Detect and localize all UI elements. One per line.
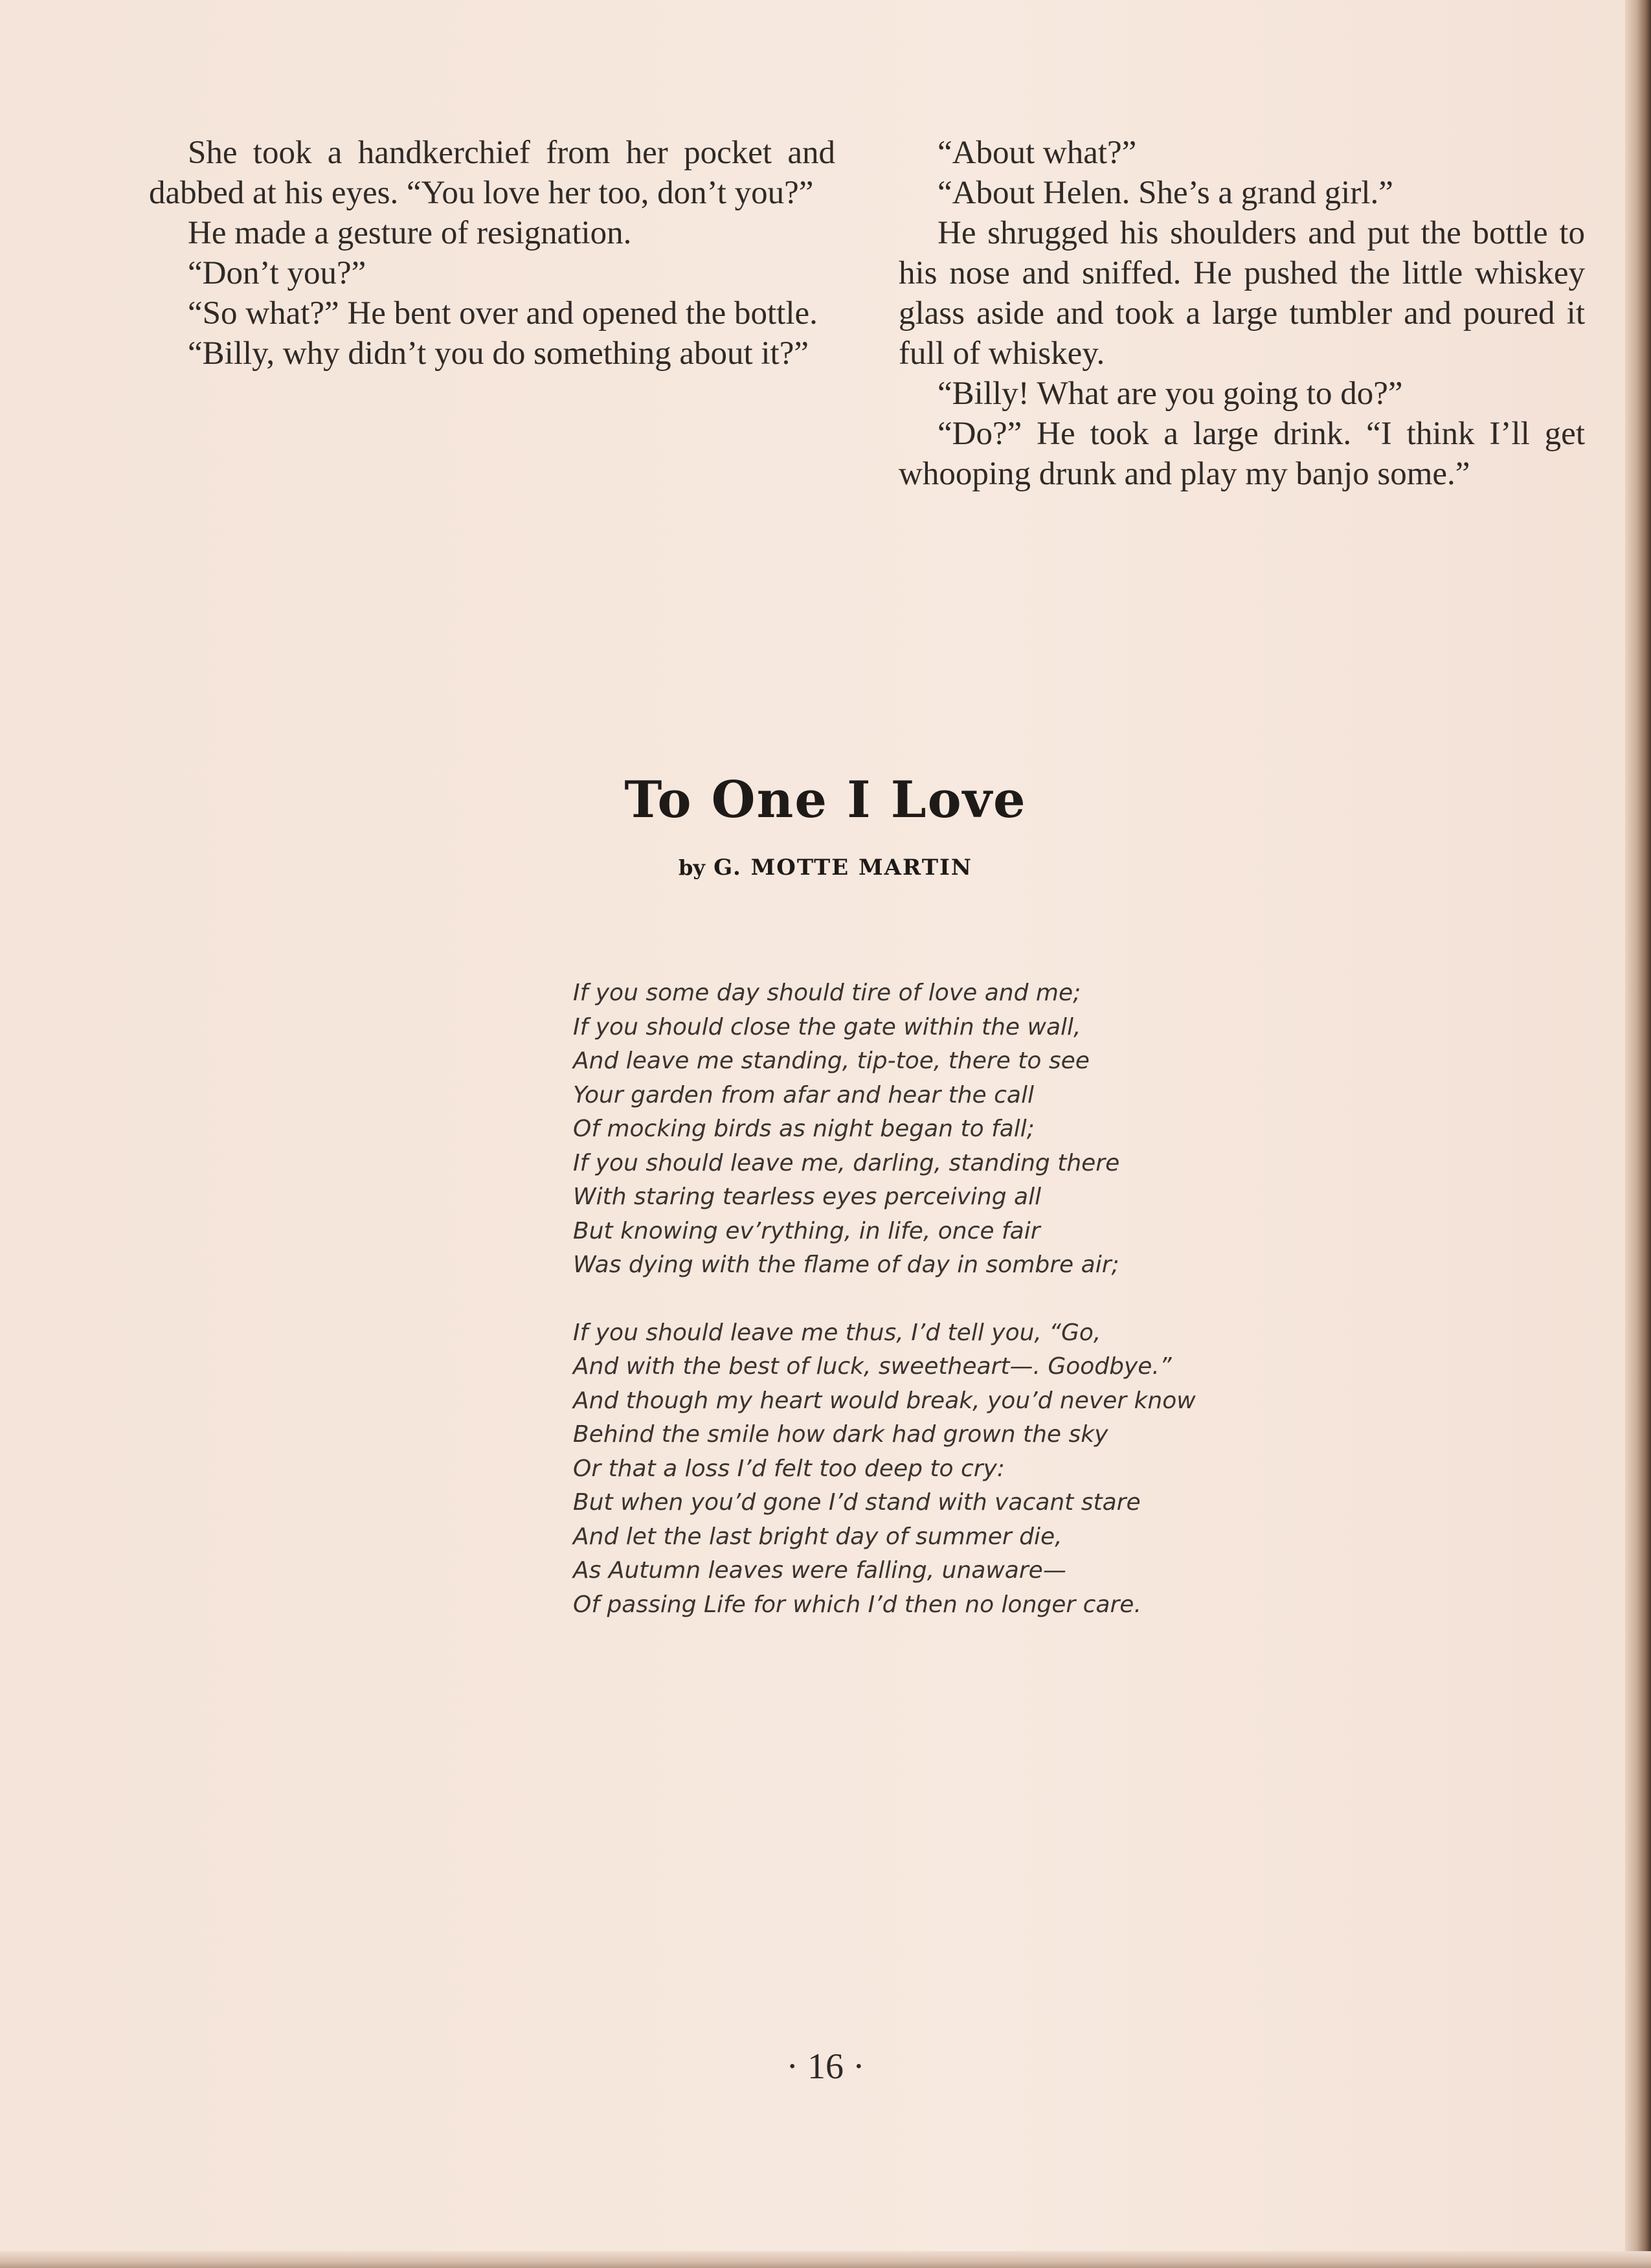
poem-title: To One I Love bbox=[624, 770, 1027, 829]
story-left-column bbox=[149, 133, 835, 374]
story-right-column bbox=[899, 133, 1585, 494]
story-paragraph: He made a gesture of resignation. bbox=[188, 215, 632, 251]
page-bottom-edge bbox=[0, 2251, 1651, 2268]
poem-line: Behind the smile how dark had grown the sky bbox=[573, 1421, 1108, 1448]
poem-byline bbox=[0, 855, 1651, 881]
poem-line: Of mocking birds as night began to fall; bbox=[573, 1116, 1035, 1142]
page-number: · 16 · bbox=[786, 2047, 865, 2087]
poem-body bbox=[573, 976, 1350, 1622]
poem-line: Or that a loss I’d felt too deep to cry: bbox=[573, 1455, 1005, 1482]
story-paragraph: “So what?” He bent over and opened the bottle. bbox=[188, 295, 818, 331]
story-paragraph: “Billy! What are you going to do?” bbox=[938, 376, 1403, 412]
byline-prefix: by bbox=[679, 855, 705, 880]
poem-line: And though my heart would break, you’d never know bbox=[573, 1387, 1196, 1414]
poem-line: Your garden from afar and hear the call bbox=[573, 1081, 1034, 1108]
poem-line: But when you’d gone I’d stand with vacant stare bbox=[573, 1489, 1141, 1516]
poem-line: And with the best of luck, sweetheart—. Goodbye.” bbox=[573, 1353, 1172, 1380]
poem-stanza-1 bbox=[573, 976, 1350, 1283]
poem-line: If you should leave me thus, I’d tell you, “Go, bbox=[573, 1319, 1101, 1346]
poem-line: As Autumn leaves were falling, unaware— bbox=[573, 1557, 1066, 1584]
poem-line: And let the last bright day of summer die, bbox=[573, 1523, 1062, 1550]
story-paragraph: “About Helen. She’s a grand girl.” bbox=[938, 175, 1393, 211]
story-paragraph: “Do?” He took a large drink. “I think I’ll get whooping drunk and play my banjo some.” bbox=[899, 416, 1585, 492]
binding-edge bbox=[1625, 0, 1651, 2268]
poem-line: Was dying with the flame of day in sombre air; bbox=[573, 1252, 1119, 1278]
poem-line: If you should leave me, darling, standing there bbox=[573, 1149, 1120, 1176]
poem-line: And leave me standing, tip-toe, there to see bbox=[573, 1048, 1090, 1074]
poem-line: If you should close the gate within the wall, bbox=[573, 1013, 1081, 1040]
poem-line: Of passing Life for which I’d then no longer care. bbox=[573, 1591, 1141, 1618]
story-paragraph: “Don’t you?” bbox=[188, 255, 366, 291]
story-paragraph: He shrugged his shoulders and put the bottle to his nose and sniffed. He pushed the little whiskey glass aside and took a large tumbler and poured it full of whiskey. bbox=[899, 215, 1585, 372]
story-paragraph: She took a handkerchief from her pocket and dabbed at his eyes. “You love her too, don’t you?” bbox=[149, 135, 835, 211]
poem-line: With staring tearless eyes perceiving all bbox=[573, 1184, 1042, 1210]
poem-line: If you some day should tire of love and me; bbox=[573, 980, 1081, 1006]
poem-author: G. MOTTE MARTIN bbox=[713, 855, 972, 881]
story-paragraph: “Billy, why didn’t you do something about it?” bbox=[188, 335, 809, 372]
poem-stanza-2 bbox=[573, 1316, 1350, 1622]
poem-line: But knowing ev’rything, in life, once fair bbox=[573, 1217, 1040, 1244]
story-paragraph: “About what?” bbox=[938, 135, 1137, 171]
